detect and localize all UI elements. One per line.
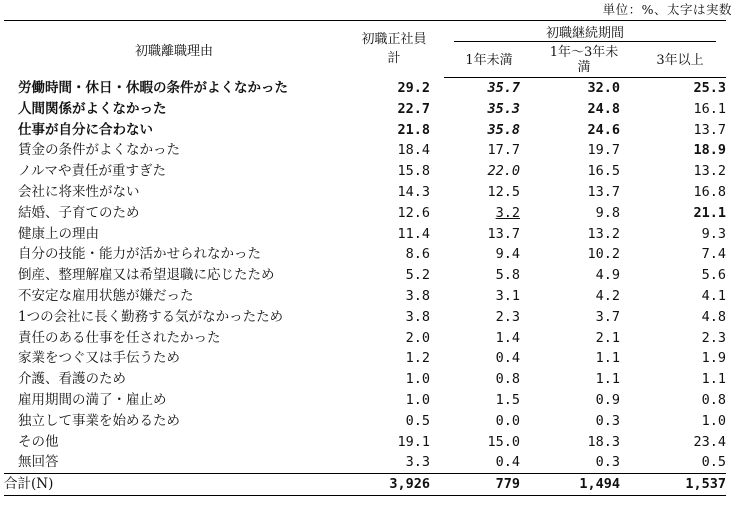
table-row: 独立して事業を始めるため 0.5 0.0 0.3 1.0 [18,412,726,429]
table-row: 賃金の条件がよくなかった 18.4 17.7 19.7 18.9 [18,142,726,159]
table-row: 健康上の理由 11.4 13.7 13.2 9.3 [18,225,726,242]
header-continuation: 初職継続期間 [444,21,726,44]
table-row: 仕事が自分に合わない 21.8 35.8 24.6 13.7 [18,121,726,138]
total-row: 合計(N) 3,926 779 1,494 1,537 [4,474,726,496]
table-row: 雇用期間の満了・雇止め 1.0 1.5 0.9 0.8 [18,391,726,408]
header-over-3-years: 3年以上 [634,43,726,78]
table-row: 自分の技能・能力が活かせられなかった 8.6 9.4 10.2 7.4 [18,246,726,263]
table-row: その他 19.1 15.0 18.3 23.4 [18,433,726,450]
header-under-1-year: 1年未満 [444,43,534,78]
table-row: 責任のある仕事を任されたかった 2.0 1.4 2.1 2.3 [18,329,726,346]
reasons-table [4,20,726,496]
table-row: 結婚、子育てのため 12.6 3.2 9.8 21.1 [18,204,726,221]
table-row: 労働時間・休日・休暇の条件がよくなかった 29.2 35.7 32.0 25.3 [18,79,726,96]
header-total: 初職正社員 計 [344,21,444,78]
table-row: 会社に将来性がない 14.3 12.5 13.7 16.8 [18,183,726,200]
header-reason: 初職離職理由 [4,21,344,78]
table-row: 介護、看護のため 1.0 0.8 1.1 1.1 [18,371,726,388]
table-row: ノルマや責任が重すぎた 15.8 22.0 16.5 13.2 [18,163,726,180]
table-row: 家業をつぐ又は手伝うため 1.2 0.4 1.1 1.9 [18,350,726,367]
header-1-to-3-years: 1年〜3年未 満 [534,43,634,78]
unit-note: 単位：%、太字は実数 [602,2,732,17]
table-row: 倒産、整理解雇又は希望退職に応じたため 5.2 5.8 4.9 5.6 [18,267,726,284]
table-row: 不安定な雇用状態が嫌だった 3.8 3.1 4.2 4.1 [18,287,726,304]
table-row: 人間関係がよくなかった 22.7 35.3 24.8 16.1 [18,100,726,117]
table-row: 1つの会社に長く勤務する気がなかったため 3.8 2.3 3.7 4.8 [18,308,726,325]
table-row: 無回答 3.3 0.4 0.3 0.5 [18,454,726,471]
